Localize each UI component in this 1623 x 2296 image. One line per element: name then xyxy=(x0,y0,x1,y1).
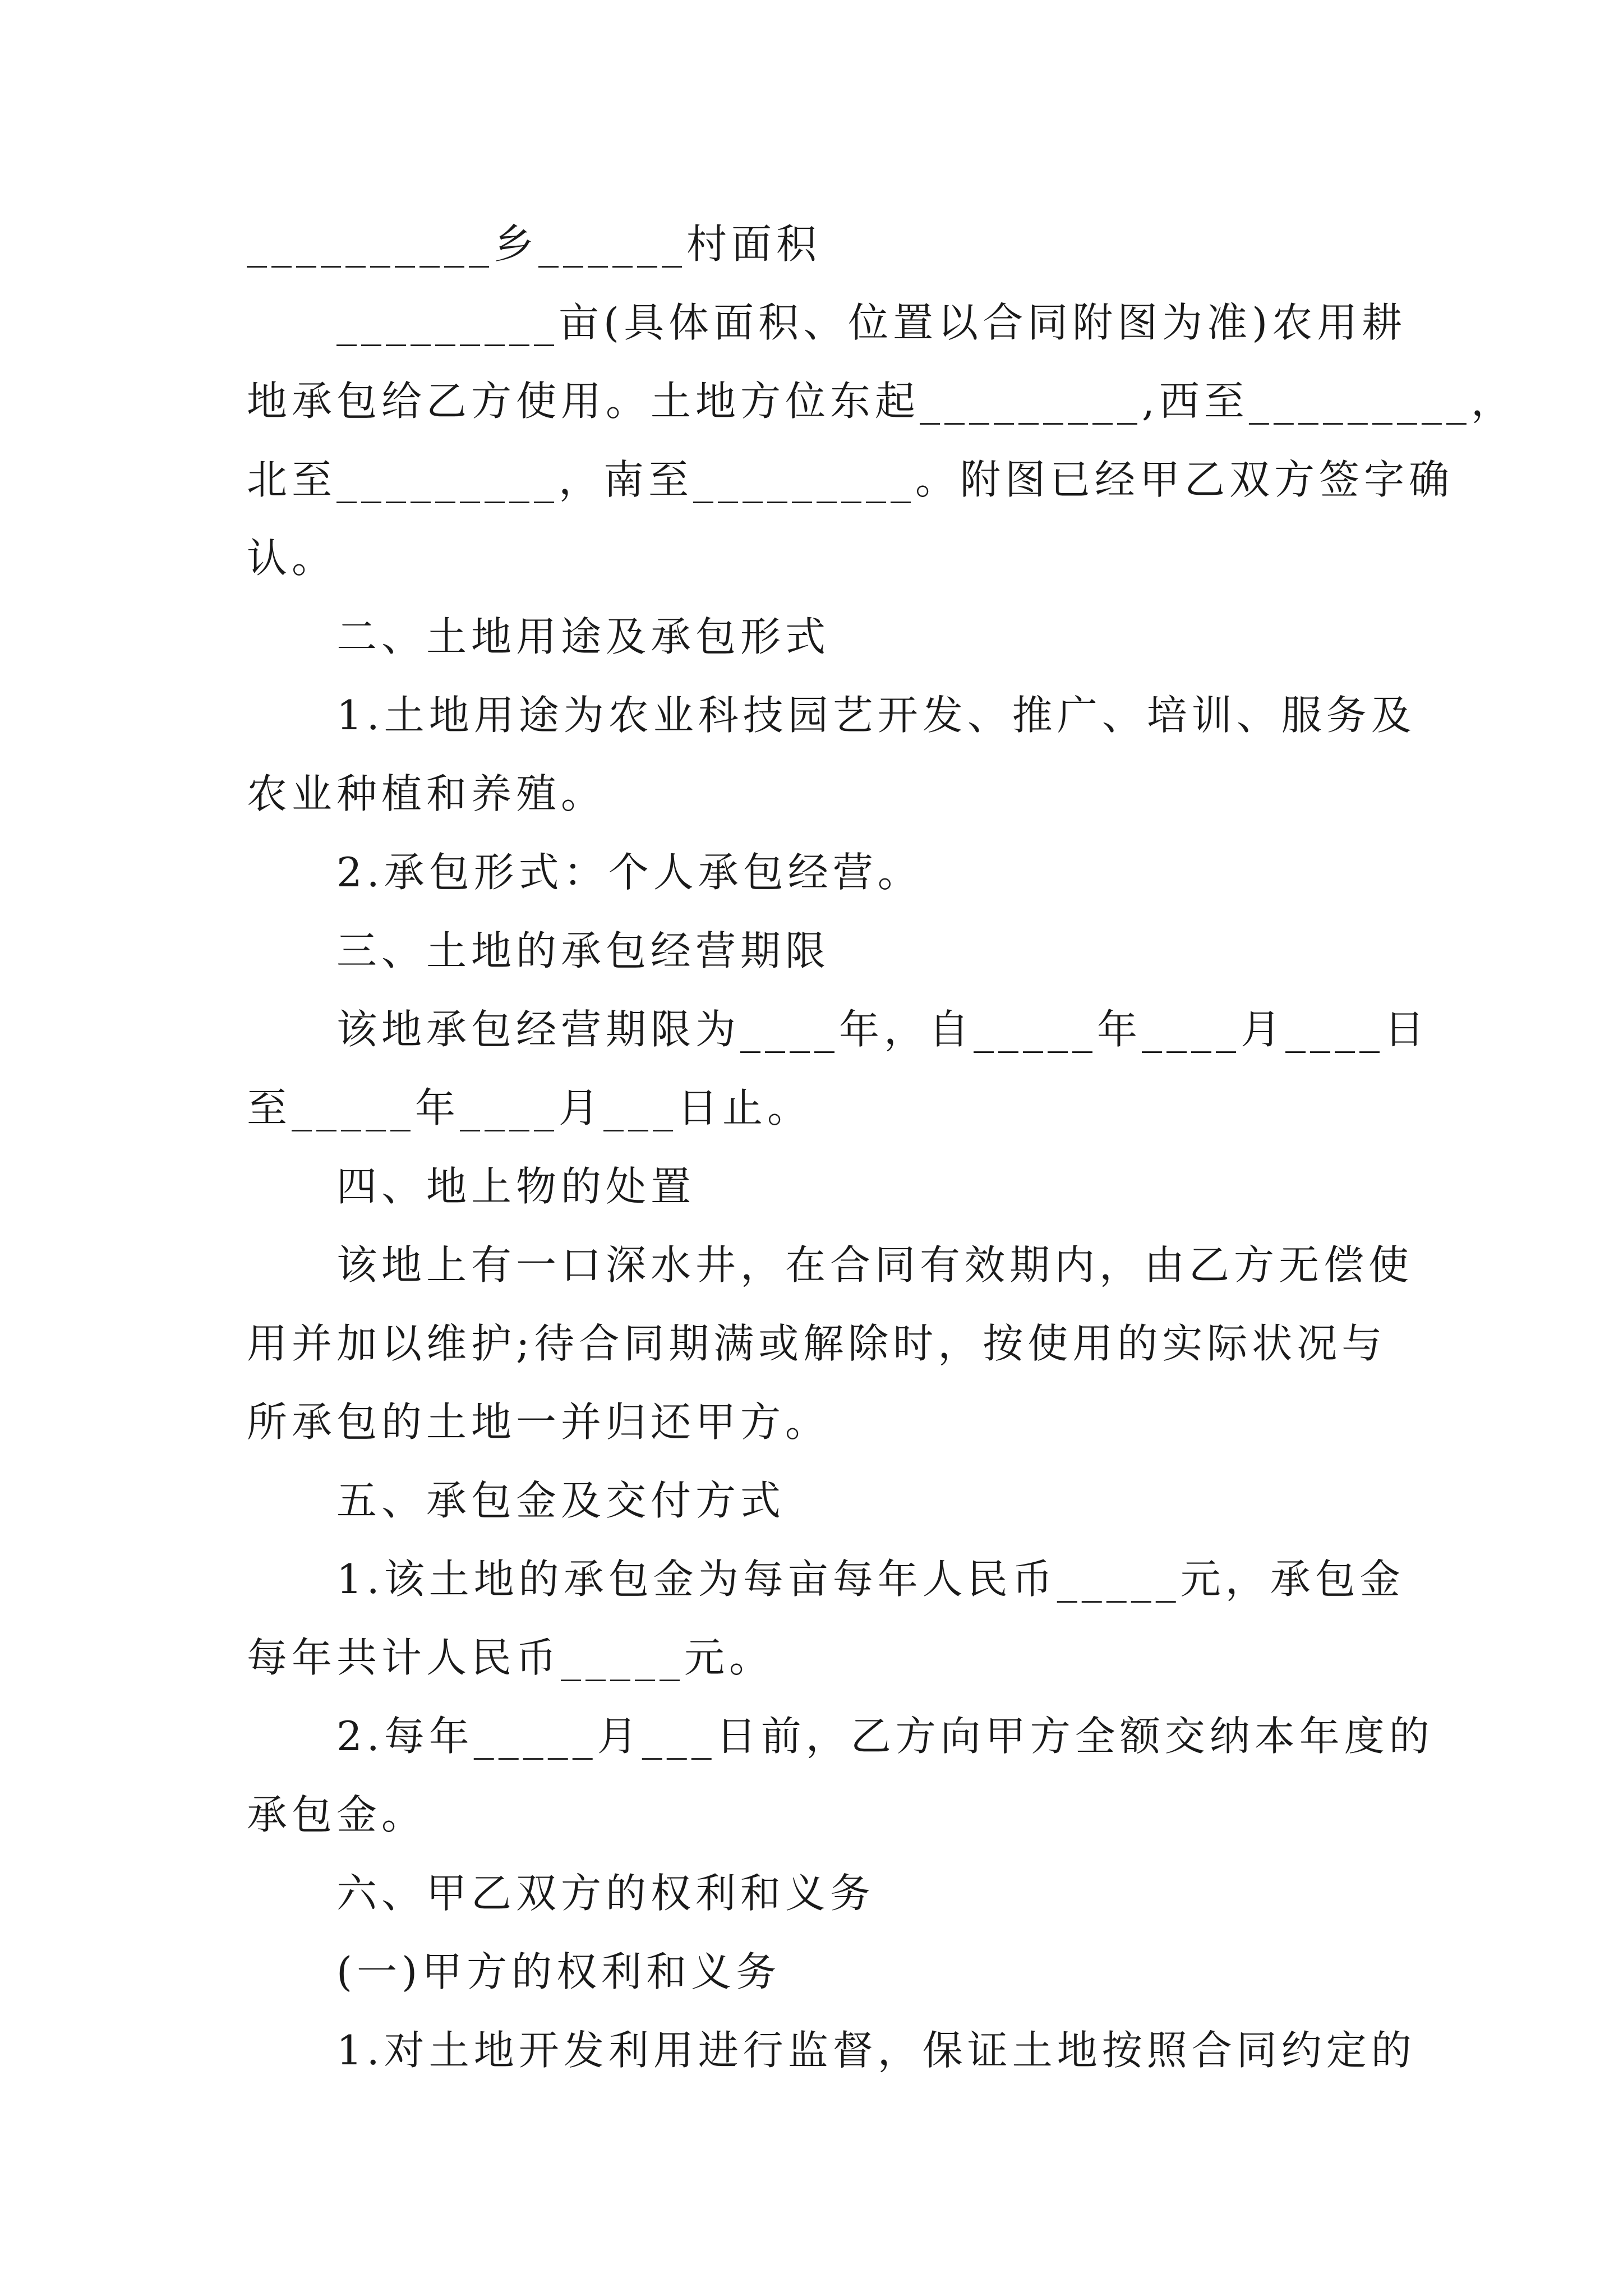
text-line-8: 农业种植和养殖。 xyxy=(247,770,606,817)
text-line-20: 2.每年_____月___日前，乙方向甲方全额交纳本年度的 xyxy=(336,1713,1434,1760)
section-heading-2: 二、土地用途及承包形式 xyxy=(336,613,831,660)
text-line-24: 1.对土地开发利用进行监督，保证土地按照合同约定的 xyxy=(336,2027,1416,2074)
section-heading-4: 四、地上物的处置 xyxy=(336,1163,696,1210)
text-line-19: 每年共计人民币_____元。 xyxy=(247,1634,774,1681)
text-line-3: 地承包给乙方使用。土地方位东起_________,西至_________， xyxy=(247,378,1516,425)
text-line-7: 1.土地用途为农业科技园艺开发、推广、培训、服务及 xyxy=(336,692,1416,739)
text-line-18: 1.该土地的承包金为每亩每年人民币_____元，承包金 xyxy=(336,1556,1405,1603)
section-heading-6: 六、甲乙双方的权利和义务 xyxy=(336,1870,875,1917)
text-line-9: 2.承包形式：个人承包经营。 xyxy=(336,849,923,896)
section-heading-5: 五、承包金及交付方式 xyxy=(336,1477,786,1524)
subsection-heading: (一)甲方的权利和义务 xyxy=(336,1948,781,1995)
text-line-2: _________亩(具体面积、位置以合同附图为准)农用耕 xyxy=(336,299,1407,346)
text-line-1: __________乡______村面积 xyxy=(247,220,822,268)
text-line-14: 该地上有一口深水井，在合同有效期内，由乙方无偿使 xyxy=(336,1241,1414,1289)
text-line-5: 认。 xyxy=(247,535,337,582)
text-line-12: 至_____年____月___日止。 xyxy=(247,1084,813,1131)
text-line-15: 用并加以维护;待合同期满或解除时，按使用的实际状况与 xyxy=(247,1320,1387,1367)
text-line-11: 该地承包经营期限为____年，自_____年____月____日 xyxy=(336,1006,1430,1053)
section-heading-3: 三、土地的承包经营期限 xyxy=(336,927,831,974)
text-line-4: 北至_________，南至_________。附图已经甲乙双方签字确 xyxy=(247,456,1454,503)
text-line-21: 承包金。 xyxy=(247,1791,427,1838)
text-line-16: 所承包的土地一并归还甲方。 xyxy=(247,1398,831,1446)
